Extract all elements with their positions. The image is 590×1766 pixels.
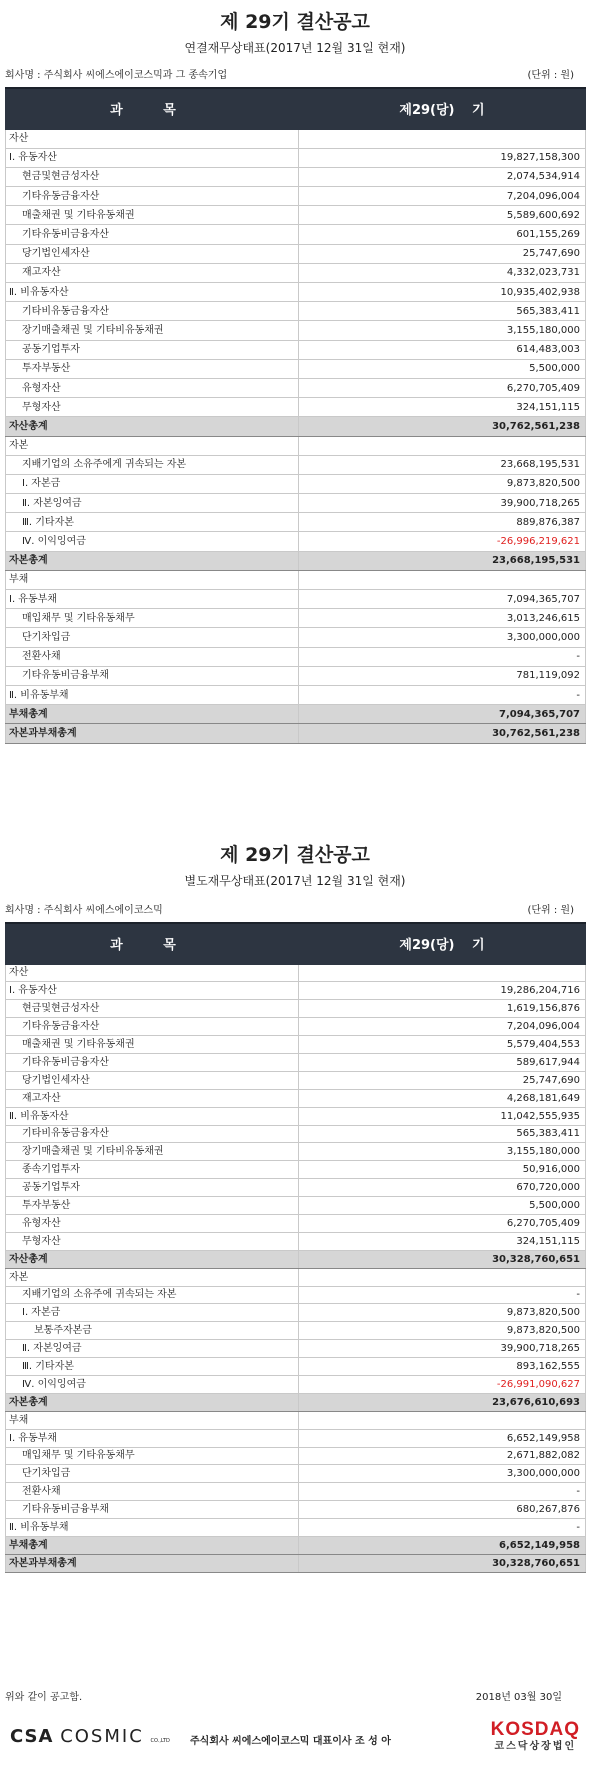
account-label: Ⅰ. 자본금 [6, 1304, 299, 1322]
account-value: 9,873,820,500 [299, 1322, 586, 1340]
statement-subtitle: 연결재무상태표(2017년 12월 31일 현재) [184, 41, 406, 55]
account-value: 23,668,195,531 [299, 551, 586, 570]
table-row [6, 1179, 586, 1197]
table-row [6, 398, 586, 417]
account-value: 10,935,402,938 [299, 283, 586, 302]
account-value: - [299, 647, 586, 666]
account-value: 565,383,411 [299, 1125, 586, 1143]
table-row [6, 206, 586, 225]
account-value: 2,074,534,914 [299, 167, 586, 186]
table-row [6, 167, 586, 186]
total-row [6, 1393, 586, 1411]
company-name: 회사명 : 주식회사 씨에스에이코스믹과 그 종속기업 [5, 70, 228, 81]
account-label: Ⅰ. 유동부채 [6, 1429, 299, 1447]
table-row [6, 340, 586, 359]
account-label: 매출채권 및 기타유동채권 [6, 1036, 299, 1054]
account-value: 889,876,387 [299, 513, 586, 532]
account-label: 기타유동금융자산 [6, 1018, 299, 1036]
table-row [6, 1501, 586, 1519]
account-label: Ⅰ. 자본금 [6, 474, 299, 493]
account-value: - [299, 685, 586, 704]
account-value: 781,119,092 [299, 666, 586, 685]
account-value: 7,094,365,707 [299, 590, 586, 609]
account-label: Ⅰ. 유동자산 [6, 148, 299, 167]
account-value: 3,300,000,000 [299, 628, 586, 647]
table-row [6, 187, 586, 206]
account-value: 1,619,156,876 [299, 1000, 586, 1018]
company-name-separate: 회사명 : 주식회사 씨에스에이코스믹 [5, 905, 163, 916]
account-value: 6,270,705,409 [299, 378, 586, 397]
table-row [6, 666, 586, 685]
table-row [6, 148, 586, 167]
table-row [6, 1053, 586, 1071]
account-value: 50,916,000 [299, 1161, 586, 1179]
table-row [6, 513, 586, 532]
account-label: 자산총계 [6, 417, 299, 436]
account-value: - [299, 1286, 586, 1304]
account-label: 매입채무 및 기타유동채무 [6, 1447, 299, 1465]
account-value: - [299, 1519, 586, 1537]
account-value: 39,900,718,265 [299, 494, 586, 513]
account-label: 자본총계 [6, 1393, 299, 1411]
unit-label-separate: (단위 : 원) [527, 905, 574, 916]
account-value: 3,155,180,000 [299, 1143, 586, 1161]
account-value: -26,991,090,627 [299, 1375, 586, 1393]
account-value: 23,676,610,693 [299, 1393, 586, 1411]
account-value: 589,617,944 [299, 1053, 586, 1071]
account-label: 전환사채 [6, 647, 299, 666]
account-label: 지배기업의 소유주에 귀속되는 자본 [6, 1286, 299, 1304]
account-value: 601,155,269 [299, 225, 586, 244]
table-row [6, 1340, 586, 1358]
account-label: 전환사채 [6, 1483, 299, 1501]
account-value: 6,270,705,409 [299, 1214, 586, 1232]
table-row [6, 474, 586, 493]
table-row [6, 263, 586, 282]
account-label: 기타유동비금융부채 [6, 1501, 299, 1519]
total-row [6, 1554, 586, 1572]
account-label: 부채총계 [6, 1537, 299, 1555]
account-label: 장기매출채권 및 기타비유동채권 [6, 321, 299, 340]
account-label: 자산 [6, 129, 299, 148]
group-row [6, 1411, 586, 1429]
table-row [6, 1232, 586, 1250]
account-label: Ⅰ. 유동자산 [6, 982, 299, 1000]
account-value: 5,500,000 [299, 359, 586, 378]
account-label: 지배기업의 소유주에게 귀속되는 자본 [6, 455, 299, 474]
table-row [6, 1519, 586, 1537]
statement-subtitle-separate: 별도재무상태표(2017년 12월 31일 현재) [184, 874, 406, 888]
account-value: 3,155,180,000 [299, 321, 586, 340]
separate-table [5, 922, 586, 1573]
table-row [6, 1429, 586, 1447]
kosdaq-wordmark: KOSDAQ [490, 1719, 580, 1740]
table-row [6, 1125, 586, 1143]
account-label: 공동기업투자 [6, 340, 299, 359]
account-value: 7,204,096,004 [299, 187, 586, 206]
group-row [6, 1268, 586, 1286]
account-value: 19,827,158,300 [299, 148, 586, 167]
account-label: 기타유동금융자산 [6, 187, 299, 206]
group-row [6, 436, 586, 455]
account-label: 무형자산 [6, 398, 299, 417]
ceo-signature-line: 주식회사 씨에스에이코스믹 대표이사 조 성 아 [190, 1736, 391, 1747]
account-label: 단기차입금 [6, 1465, 299, 1483]
table-row [6, 378, 586, 397]
account-label: 현금및현금성자산 [6, 167, 299, 186]
account-value: 19,286,204,716 [299, 982, 586, 1000]
table-row [6, 1447, 586, 1465]
account-value: 30,762,561,238 [299, 724, 586, 743]
table-row [6, 1143, 586, 1161]
account-value: 30,762,561,238 [299, 417, 586, 436]
total-row [6, 1250, 586, 1268]
account-value: 5,589,600,692 [299, 206, 586, 225]
account-value: 9,873,820,500 [299, 1304, 586, 1322]
table-row [6, 1465, 586, 1483]
table-row [6, 1089, 586, 1107]
account-label: Ⅳ. 이익잉여금 [6, 1375, 299, 1393]
table-row [6, 455, 586, 474]
account-label: Ⅳ. 이익잉여금 [6, 532, 299, 551]
table-row [6, 1286, 586, 1304]
statement-meta-separate [0, 904, 590, 918]
table-row [6, 1107, 586, 1125]
table-row [6, 1197, 586, 1215]
account-value: 6,652,149,958 [299, 1537, 586, 1555]
account-label: Ⅰ. 유동부채 [6, 590, 299, 609]
account-label: 무형자산 [6, 1232, 299, 1250]
unit-label: (단위 : 원) [527, 70, 574, 81]
table-row [6, 244, 586, 263]
account-value [299, 436, 586, 455]
account-value: - [299, 1483, 586, 1501]
total-row [6, 551, 586, 570]
account-value: 6,652,149,958 [299, 1429, 586, 1447]
account-value [299, 1268, 586, 1286]
separate-section [0, 843, 590, 1573]
account-value [299, 964, 586, 982]
total-row [6, 724, 586, 743]
account-value: 324,151,115 [299, 398, 586, 417]
notice-date: 2018년 03월 30일 [475, 1692, 562, 1703]
account-label: 투자부동산 [6, 1197, 299, 1215]
table-row [6, 1071, 586, 1089]
account-value: 5,500,000 [299, 1197, 586, 1215]
account-label: 보통주자본금 [6, 1322, 299, 1340]
account-label: 기타유동비금융자산 [6, 1053, 299, 1071]
account-value: 4,268,181,649 [299, 1089, 586, 1107]
account-value: 4,332,023,731 [299, 263, 586, 282]
table-row [6, 647, 586, 666]
account-value: 7,094,365,707 [299, 705, 586, 724]
account-label: Ⅱ. 비유동부채 [6, 1519, 299, 1537]
account-label: 자본과부채총계 [6, 1554, 299, 1572]
table-row [6, 1322, 586, 1340]
total-row [6, 1537, 586, 1555]
consolidated-section [0, 0, 590, 744]
account-label: Ⅱ. 비유동부채 [6, 685, 299, 704]
account-label: 자본 [6, 1268, 299, 1286]
table-row [6, 532, 586, 551]
total-row [6, 705, 586, 724]
table-row [6, 1000, 586, 1018]
account-label: Ⅲ. 기타자본 [6, 1358, 299, 1376]
account-label: 단기차입금 [6, 628, 299, 647]
account-label: 당기법인세자산 [6, 1071, 299, 1089]
statement-meta [0, 69, 590, 83]
table-row [6, 302, 586, 321]
account-label: 매입채무 및 기타유동채무 [6, 609, 299, 628]
account-value: 680,267,876 [299, 1501, 586, 1519]
table-row [6, 494, 586, 513]
account-value: -26,996,219,621 [299, 532, 586, 551]
account-value: 7,204,096,004 [299, 1018, 586, 1036]
account-value: 25,747,690 [299, 1071, 586, 1089]
consolidated-table-body [6, 129, 586, 743]
account-value: 3,300,000,000 [299, 1465, 586, 1483]
account-label: Ⅱ. 비유동자산 [6, 1107, 299, 1125]
separate-table-body [6, 964, 586, 1572]
table-row [6, 359, 586, 378]
group-row [6, 129, 586, 148]
account-label: 현금및현금성자산 [6, 1000, 299, 1018]
account-label: 장기매출채권 및 기타비유동채권 [6, 1143, 299, 1161]
account-value: 893,162,555 [299, 1358, 586, 1376]
table-row [6, 1358, 586, 1376]
table-row [6, 1483, 586, 1501]
account-label: 자본과부채총계 [6, 724, 299, 743]
account-label: 자산 [6, 964, 299, 982]
account-value: 324,151,115 [299, 1232, 586, 1250]
account-value: 3,013,246,615 [299, 609, 586, 628]
account-label: 부채 [6, 570, 299, 589]
column-header-period-separate: 제29(당) 기 [299, 923, 586, 964]
account-label: 자본총계 [6, 551, 299, 570]
account-value: 5,579,404,553 [299, 1036, 586, 1054]
notice-line [0, 1688, 590, 1703]
table-row [6, 609, 586, 628]
account-value [299, 570, 586, 589]
csa-cosmic-logo: CSA COSMIC CO.,LTD [10, 1726, 170, 1747]
account-value: 30,328,760,651 [299, 1250, 586, 1268]
table-row [6, 321, 586, 340]
account-value: 11,042,555,935 [299, 1107, 586, 1125]
page-title-separate: 제 29기 결산공고 [220, 844, 370, 866]
consolidated-table [5, 87, 586, 744]
account-value: 2,671,882,082 [299, 1447, 586, 1465]
table-row [6, 628, 586, 647]
account-label: 재고자산 [6, 263, 299, 282]
account-label: 기타비유동금융자산 [6, 302, 299, 321]
account-label: 자산총계 [6, 1250, 299, 1268]
account-label: Ⅱ. 비유동자산 [6, 283, 299, 302]
notice-text: 위와 같이 공고함. [5, 1692, 83, 1703]
account-value [299, 1411, 586, 1429]
account-label: 기타유동비금융부채 [6, 666, 299, 685]
table-row [6, 1375, 586, 1393]
account-value: 9,873,820,500 [299, 474, 586, 493]
account-label: 부채 [6, 1411, 299, 1429]
kosdaq-subtitle: 코스닥상장법인 [494, 1741, 577, 1752]
account-value: 25,747,690 [299, 244, 586, 263]
page-title: 제 29기 결산공고 [220, 11, 370, 33]
total-row [6, 417, 586, 436]
account-label: 유형자산 [6, 1214, 299, 1232]
account-label: 기타유동비금융자산 [6, 225, 299, 244]
account-label: 당기법인세자산 [6, 244, 299, 263]
account-label: 공동기업투자 [6, 1179, 299, 1197]
table-row [6, 590, 586, 609]
account-value: 23,668,195,531 [299, 455, 586, 474]
account-value: 670,720,000 [299, 1179, 586, 1197]
account-label: 매출채권 및 기타유동채권 [6, 206, 299, 225]
group-row [6, 964, 586, 982]
column-header-account-separate: 과 목 [6, 923, 299, 964]
account-label: 유형자산 [6, 378, 299, 397]
footer [0, 1720, 590, 1760]
account-value [299, 129, 586, 148]
table-row [6, 1214, 586, 1232]
table-row [6, 685, 586, 704]
account-label: 부채총계 [6, 705, 299, 724]
account-label: Ⅲ. 기타자본 [6, 513, 299, 532]
account-label: 기타비유동금융자산 [6, 1125, 299, 1143]
table-row [6, 283, 586, 302]
account-value: 39,900,718,265 [299, 1340, 586, 1358]
table-row [6, 1161, 586, 1179]
table-row [6, 225, 586, 244]
account-value: 614,483,003 [299, 340, 586, 359]
table-row [6, 1036, 586, 1054]
column-header-period: 제29(당) 기 [299, 88, 586, 129]
account-value: 565,383,411 [299, 302, 586, 321]
column-header-account: 과 목 [6, 88, 299, 129]
table-row [6, 1304, 586, 1322]
account-label: 자본 [6, 436, 299, 455]
account-label: Ⅱ. 자본잉여금 [6, 494, 299, 513]
account-label: 투자부동산 [6, 359, 299, 378]
account-label: 재고자산 [6, 1089, 299, 1107]
kosdaq-logo [491, 1720, 580, 1754]
account-label: 종속기업투자 [6, 1161, 299, 1179]
table-row [6, 982, 586, 1000]
group-row [6, 570, 586, 589]
table-row [6, 1018, 586, 1036]
account-value: 30,328,760,651 [299, 1554, 586, 1572]
account-label: Ⅱ. 자본잉여금 [6, 1340, 299, 1358]
